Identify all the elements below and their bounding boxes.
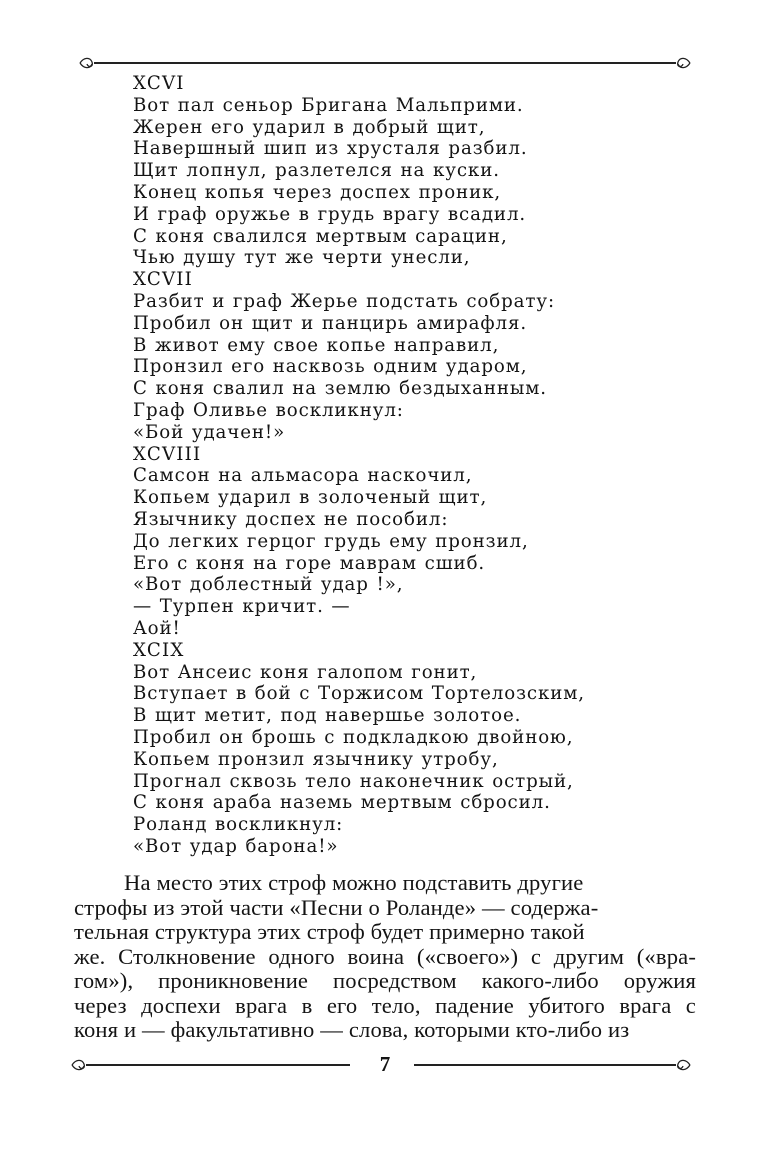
verse-line: Пронзил его насквозь одним ударом, [133, 356, 528, 378]
verse-line: В живот ему свое копье направил, [133, 334, 500, 356]
verse-line: Самсон на альмасора наскочил, [133, 465, 473, 487]
prose-line: же. Столкновение одного воина («своего») с другим («вра- [74, 943, 696, 969]
bottom-left-ornamental-rule [70, 1056, 352, 1074]
prose-line: через доспехи врага в его тело, падение убитого врага с [74, 992, 696, 1018]
verse-line: Язычнику доспех не пособил: [133, 508, 449, 530]
verse-line: С коня свалился мертвым сарацин, [133, 225, 508, 247]
verse-line: «Бой удачен!» [133, 421, 286, 443]
verse-line: Пробил он брошь с подкладкою двойною, [133, 726, 574, 748]
verse-line: Граф Оливье воскликнул: [133, 399, 404, 421]
verse-line: Копьем ударил в золоченый щит, [133, 487, 488, 509]
verse-line: Вот пал сеньор Бригана Мальприми. [133, 94, 524, 116]
verse-line: В щит метит, под навершье золотое. [133, 705, 522, 727]
verse-line: С коня свалил на землю бездыханным. [133, 378, 547, 400]
stanza-number: XCVI [133, 73, 185, 94]
verse-block [133, 73, 693, 858]
verse-line: Роланд воскликнул: [133, 814, 344, 836]
prose-paragraph [74, 871, 696, 1043]
prose-line: коня и — факультативно — слова, которыми кто-либо из [74, 1017, 630, 1042]
verse-line: «Вот удар барона!» [133, 835, 339, 857]
stanza-number: XCVII [133, 269, 194, 291]
verse-line: Пробил он щит и панцирь амирафля. [133, 312, 528, 334]
verse-line: Чью душу тут же черти унесли, [133, 247, 471, 269]
verse-line: И граф оружье в грудь врагу всадил. [133, 203, 527, 225]
verse-line: Копьем пронзил язычнику утробу, [133, 748, 499, 770]
prose-line: На место этих строф можно подставить другие [124, 870, 584, 895]
verse-line: Жерен его ударил в добрый щит, [133, 116, 486, 138]
bottom-right-ornamental-rule [412, 1056, 692, 1074]
verse-line: С коня араба наземь мертвым сбросил. [133, 792, 551, 814]
prose-line: гом»), проникновение посредством какого-либо оружия [74, 968, 696, 993]
verse-line: До легких герцог грудь ему пронзил, [133, 530, 529, 552]
verse-line: Щит лопнул, разлетелся на куски. [133, 160, 500, 182]
verse-line: Прогнал сквозь тело наконечник острый, [133, 770, 574, 792]
verse-line: Вот Ансеис коня галопом гонит, [133, 661, 478, 683]
verse-line: Навершный шип из хрусталя разбил. [133, 138, 528, 160]
verse-line: Разбит и граф Жерье подстать собрату: [133, 290, 556, 312]
verse-line: Вступает в бой с Торжисом Тортелозским, [133, 683, 585, 705]
verse-line: Конец копья через доспех проник, [133, 181, 502, 203]
verse-line: «Вот доблестный удар !», [133, 574, 404, 596]
verse-line: Его с коня на горе маврам сшиб. [133, 552, 486, 574]
prose-line: строфы из этой части «Песни о Роланде» — содержа- [74, 894, 599, 920]
verse-line: — Турпен кричит. — [133, 596, 351, 618]
page-number: 7 [379, 1052, 391, 1076]
stanza-number: XCIX [133, 639, 185, 661]
stanza-number: XCVIII [133, 443, 202, 465]
top-ornamental-rule [78, 54, 692, 72]
verse-line: Аой! [133, 617, 181, 639]
prose-line: тельная структура этих строф будет примерно такой [74, 919, 585, 944]
